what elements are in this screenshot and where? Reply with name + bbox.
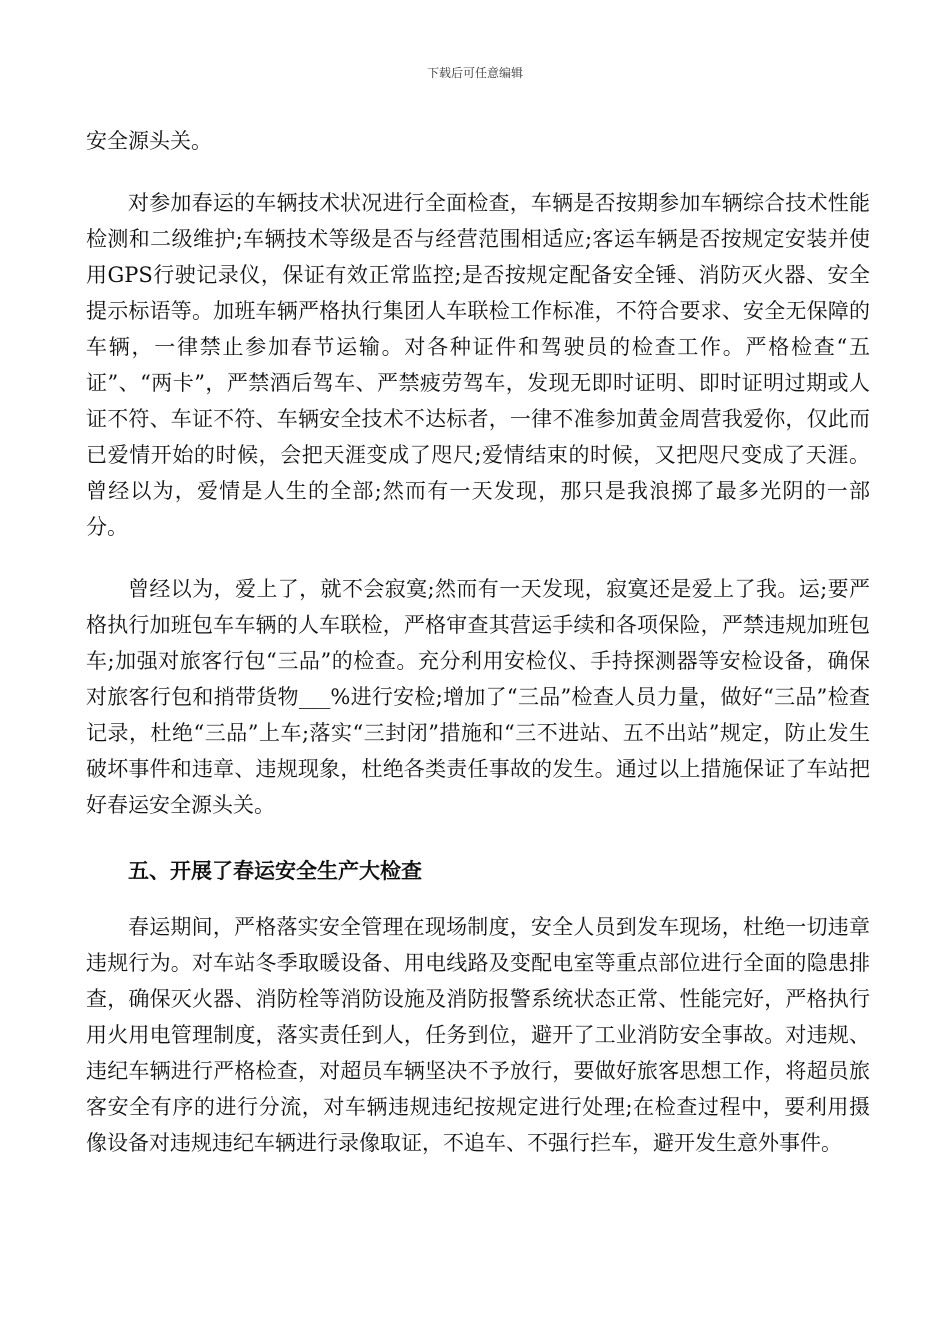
document-body <box>86 123 870 1161</box>
page-header: 下载后可任意编辑 <box>426 66 523 80</box>
paragraph-safety-inspection: 春运期间，严格落实安全管理在现场制度，安全人员到发车现场，杜绝一切违章违规行为。对车站冬季取暖设备、用电线路及变配电室等重点部位进行全面的隐患排查，确保灭火器、消防栓等消防设施及消防报警系统状态正常、性能完好，严格执行用火用电管理制度，落实责任到人，任务到位，避开了工业消防安全事故。对违规、违纪车辆进行严格检查，对超员车辆坚决不予放行，要做好旅客思想工作，将超员旅客安全有序的进行分流，对车辆违规违纪按规定进行处理;在检查过程中，要利用摄像设备对违规违纪车辆进行录像取证，不追车、不强行拦车，避开发生意外事件。 <box>86 915 870 1155</box>
section-heading: 五、开展了春运安全生产大检查 <box>128 858 422 883</box>
paragraph-vehicle-inspection: 对参加春运的车辆技术状况进行全面检查，车辆是否按期参加车辆综合技术性能检测和二级维护;车辆技术等级是否与经营范围相适应;客运车辆是否按规定安装并使用GPS行驶记录仪，保证有效正常监控;是否按规定配备安全锤、消防灭火器、安全提示标语等。加班车辆严格执行集团人车联检工作标准，不符合要求、安全无保障的车辆，一律禁止参加春节运输。对各种证件和驾驶员的检查工作。严格检查“五证”、“两卡”，严禁酒后驾车、严禁疲劳驾车，发现无即时证明、即时证明过期或人证不符、车证不符、车辆安全技术不达标者，一律不准参加黄金周营我爱你，仅此而已爱情开始的时候，会把天涯变成了咫尺;爱情结束的时候，又把咫尺变成了天涯。曾经以为，爱情是人生的全部;然而有一天发现，那只是我浪掷了最多光阴的一部分。 <box>86 191 870 539</box>
paragraph-security-check: 曾经以为，爱上了，就不会寂寞;然而有一天发现，寂寞还是爱上了我。运;要严格执行加班包车车辆的人车联检，严格审查其营运手续和各项保险，严禁违规加班包车;加强对旅客行包“三品”的检查。充分利用安检仪、手持探测器等安检设备，确保对旅客行包和捎带货物___%进行安检;增加了“三品”检查人员力量，做好“三品”检查记录，杜绝“三品”上车;落实“三封闭”措施和“三不进站、五不出站”规定，防止发生破坏事件和违章、违规现象，杜绝各类责任事故的发生。通过以上措施保证了车站把好春运安全源头关。 <box>86 577 870 817</box>
paragraph-continuation: 安全源头关。 <box>86 129 212 153</box>
